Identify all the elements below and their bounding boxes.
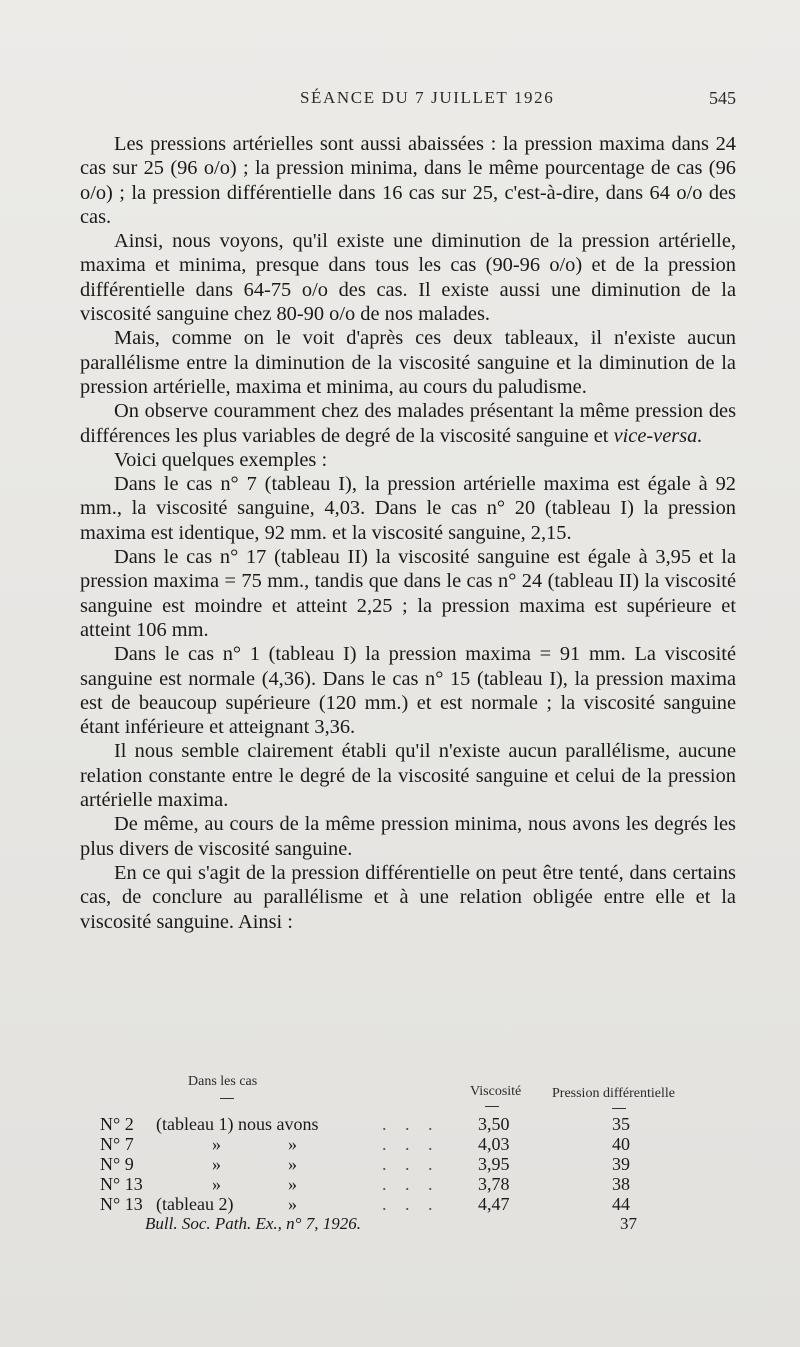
paragraph xyxy=(80,399,736,448)
body-text xyxy=(80,132,736,934)
viscosity-value: 4,03 xyxy=(478,1134,510,1154)
pressure-value: 35 xyxy=(612,1114,630,1134)
case-number: N° 13 xyxy=(100,1174,143,1194)
table-row xyxy=(100,1114,740,1134)
case-source: (tableau 1) nous avons xyxy=(156,1114,319,1134)
journal-citation: Bull. Soc. Path. Ex., n° 7, 1926. xyxy=(145,1214,361,1233)
pressure-value: 40 xyxy=(612,1134,630,1154)
viscosity-value: 4,47 xyxy=(478,1194,510,1214)
paragraph: Ainsi, nous voyons, qu'il existe une diminution de la pression artérielle, maxima et minima, presque dans tous les cas (90-96 o/o) et de la pression différentielle dans 64-75 o/o des cas. Il existe aussi une diminution de la viscosité sanguine chez 80-90 o/o de nos malades. xyxy=(80,230,736,326)
paragraph: Dans le cas n° 17 (tableau II) la viscosité sanguine est égale à 3,95 et la pression maxima = 75 mm., tandis que dans le cas n° 24 (tableau II) la viscosité sanguine est moindre et atteint 2,25 ; la pression maxima est supérieure et atteint 106 mm. xyxy=(80,546,736,641)
ditto-mark: » xyxy=(288,1154,297,1174)
paragraph: Dans le cas n° 1 (tableau I) la pression maxima = 91 mm. La viscosité sanguine est normale (4,36). Dans le cas n° 15 (tableau I), la pression maxima est de beaucoup supérieure (120 mm.) et est normale ; la viscosité sanguine étant inférieure et atteignant 3,36. xyxy=(80,643,736,739)
paragraph: En ce qui s'agit de la pression différentielle on peut être tenté, dans certains cas, de conclure au parallélisme et à une relation obligée entre elle et la viscosité sanguine. Ainsi : xyxy=(80,861,736,933)
ditto-mark: » xyxy=(212,1134,221,1154)
table-row xyxy=(100,1194,740,1214)
header-viscosity: Viscosité xyxy=(470,1084,522,1099)
pressure-value: 44 xyxy=(612,1194,630,1214)
header-pressure: Pression différentielle xyxy=(552,1086,675,1101)
table-row xyxy=(100,1134,740,1154)
paragraph: Mais, comme on le voit d'après ces deux tableaux, il n'existe aucun parallélisme entre la diminution de la viscosité sanguine et la diminution de la pression artérielle, maxima et minima, au cours du paludisme. xyxy=(80,327,736,398)
table-header xyxy=(100,1074,740,1114)
header-dash xyxy=(485,1106,499,1107)
case-number: N° 13 xyxy=(100,1194,143,1214)
table-row xyxy=(100,1174,740,1194)
leader-dots: . . . xyxy=(382,1174,440,1194)
leader-dots: . . . xyxy=(382,1134,440,1154)
paragraph: Dans le cas n° 7 (tableau I), la pression artérielle maxima est égale à 92 mm., la viscosité sanguine, 4,03. Dans le cas n° 20 (tableau I) la pression maxima est identique, 92 mm. et la viscosité sanguine, 2,15. xyxy=(80,473,736,544)
pressure-value: 38 xyxy=(612,1174,630,1194)
ditto-mark: » xyxy=(212,1154,221,1174)
page-number: 545 xyxy=(709,88,736,108)
paragraph: Voici quelques exemples : xyxy=(114,448,328,471)
paragraph: Les pressions artérielles sont aussi abaissées : la pression maxima dans 24 cas sur 25 (96 o/o) ; la pression minima, dans le même pourcentage de cas (96 o/o) ; la pression différentielle dans 16 cas sur 25, c'est-à-dire, dans 64 o/o des cas. xyxy=(80,133,736,228)
leader-dots: . . . xyxy=(382,1194,440,1214)
viscosity-value: 3,95 xyxy=(478,1154,510,1174)
leader-dots: . . . xyxy=(382,1114,440,1134)
page-footer xyxy=(145,1214,725,1244)
paragraph: Il nous semble clairement établi qu'il n'existe aucun parallélisme, aucune relation constante entre le degré de la viscosité sanguine et celui de la pression artérielle maxima. xyxy=(80,740,736,812)
leader-dots: . . . xyxy=(382,1154,440,1174)
running-title: SÉANCE DU 7 JUILLET 1926 xyxy=(300,88,555,107)
header-dash xyxy=(220,1098,234,1099)
viscosity-value: 3,50 xyxy=(478,1114,510,1134)
ditto-mark: » xyxy=(288,1174,297,1194)
pressure-value: 39 xyxy=(612,1154,630,1174)
paragraph-text: On observe couramment chez des malades présentant la même pression des différences les plus variables de degré de la viscosité sanguine et xyxy=(80,400,736,447)
viscosity-value: 3,78 xyxy=(478,1174,510,1194)
header-case: Dans les cas xyxy=(188,1074,258,1089)
header-dash xyxy=(612,1108,626,1109)
paragraph: De même, au cours de la même pression minima, nous avons les degrés les plus divers de viscosité sanguine. xyxy=(80,813,736,860)
table-row xyxy=(100,1154,740,1174)
page-header xyxy=(0,88,800,118)
case-number: N° 7 xyxy=(100,1134,134,1154)
case-source: (tableau 2) xyxy=(156,1194,234,1214)
case-number: N° 9 xyxy=(100,1154,134,1174)
signature-mark: 37 xyxy=(620,1214,637,1233)
italic-phrase: vice-versa. xyxy=(613,424,703,447)
ditto-mark: » xyxy=(212,1174,221,1194)
data-table xyxy=(100,1074,740,1214)
ditto-mark: » xyxy=(288,1194,297,1214)
case-number: N° 2 xyxy=(100,1114,134,1134)
ditto-mark: » xyxy=(288,1134,297,1154)
